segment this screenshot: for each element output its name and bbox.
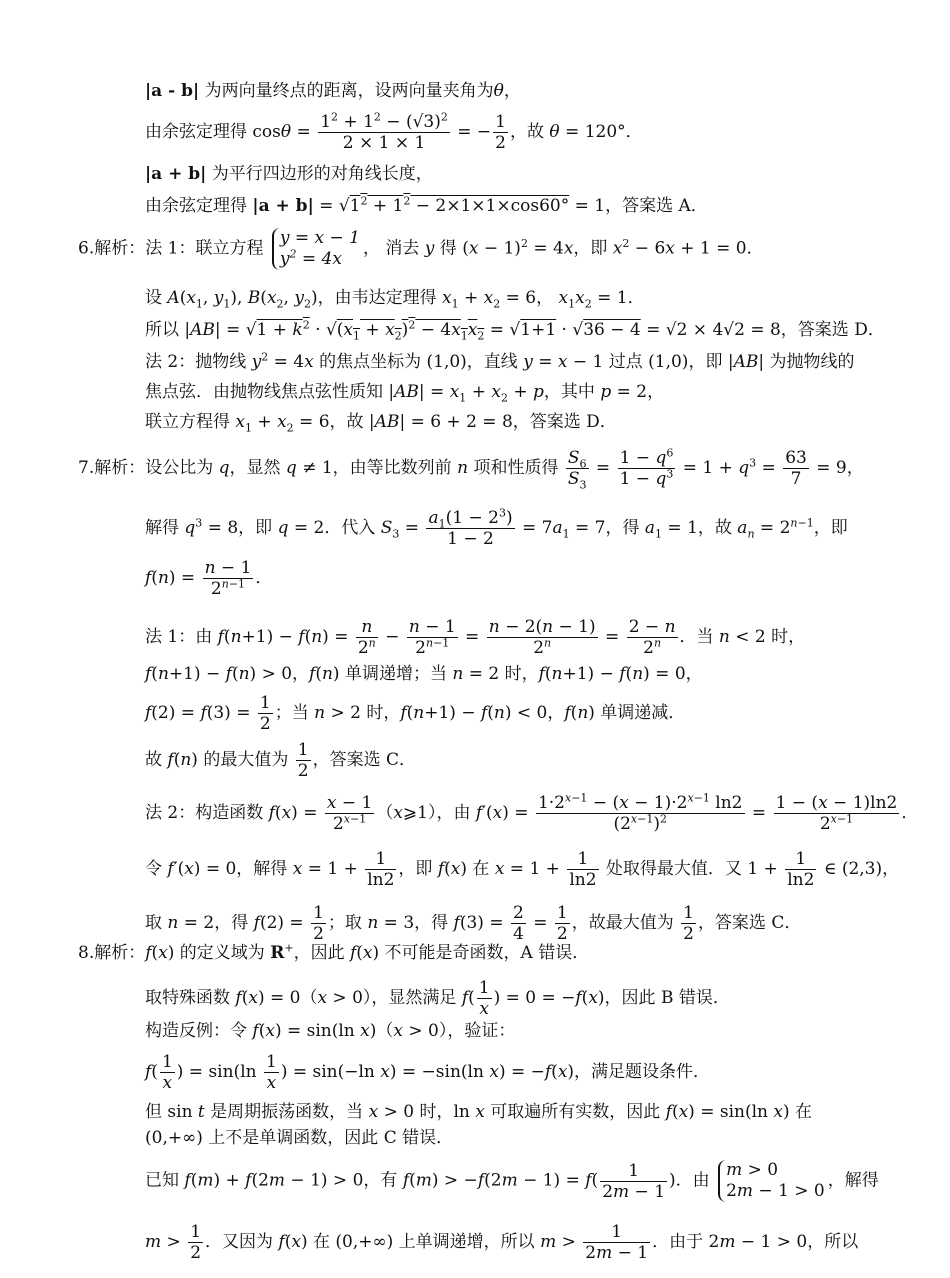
solution-line: 所以 $|AB| = √1 + k^2 \cdot √(x_1 + x_2)^2 - 4x_1x_2 = √1+1 \cdot √36 - 4 = √2 \times 4√2 = 8$，答案选 D． [145,318,885,343]
solution-line: 法 1：由 f(n+1) − f(n) = $\frac{n}{2^n}$ − $\frac{n - 1}{2^{n-1}}$ = $\frac{n - 2(n - 1)}{2^n}$ = $\frac{2 - n}{2^n}$ ．当 n < 2 时， [145,617,806,658]
solution-line: 法 2：抛物线 $y^2 = 4x$ 的焦点坐标为 (1,0)，直线 y = x − 1 过点 (1,0)，即 |AB| 为抛物线的 [145,350,855,372]
solution-line: 联立方程得 $x_1 + x_2 = 6$，故 |AB| = 6 + 2 = 8，答案选 D． [145,412,617,435]
solution-line: f( $\frac{1}{x}$ ) = sin(ln $\frac{1}{x}$ ) = sin(−ln x) = −sin(ln x) = −f(x)，满足题设条件． [145,1052,711,1093]
solution-line: f(n) = $\frac{n - 1}{2^{n-1}}$ ． [145,558,273,599]
solution-line: 8.解析：f(x) 的定义域为 R+，因此 f(x) 不可能是奇函数，A 错误． [78,941,590,963]
solution-line: 构造反例：令 f(x) = sin(ln x)（x > 0），验证： [145,1021,516,1041]
solution-line: m > $\frac{1}{2}$ ．又因为 f(x) 在 (0,+∞) 上单调递增，所以 m > $\frac{1}{2m - 1}$ ．由于 2m − 1 > 0，所以 [145,1222,859,1263]
solution-line: f(n+1) − f(n) > 0，f(n) 单调递增；当 n = 2 时，f(n+1) − f(n) = 0， [145,664,703,684]
solution-line: 由余弦定理得 cosθ = $\frac{1^2 + 1^2 - (√3)^2}{2 \times 1 \times 1}$ = − $\frac{1}{2}$ ，故 θ = 120°． [145,110,643,153]
solution-line: 取特殊函数 f(x) = 0（x > 0），显然满足 f( $\frac{1}{x}$ ) = 0 = −f(x)，因此 B 错误． [145,978,730,1019]
solution-line: 已知 f(m) + f(2m − 1) > 0，有 f(m) > −f(2m − 1) = f( $\frac{1}{2m - 1}$ )．由 m > 0 2m − 1 > 0 ，解得 [145,1160,879,1202]
solution-line: 法 2：构造函数 f(x) = $\frac{x - 1}{2^{x-1}}$ （x⩾1），由 f′(x) = $\frac{1\cdot 2^{x-1} - (x - 1)\cdot 2^{x-1} \ln 2}{(2^{x-1})^2}$ = $\frac{1 - (x - 1)\ln 2}{2^{x-1}}$ ． [145,791,919,834]
solution-line: |a + b| 为平行四边形的对角线长度， [145,164,433,184]
solution-line: |a - b| 为两向量终点的距离，设两向量夹角为θ， [145,81,521,101]
solution-line: 设 $A(x_1$, $y_1$), $B(x_2$, $y_2$)，由韦达定理得 $x_1 + x_2 = 6$， $x_1x_2 = 1$． [145,288,645,311]
solution-line: 但 sin t 是周期振荡函数，当 x > 0 时，ln x 可取遍所有实数，因此 f(x) = sin(ln x) 在 [145,1102,813,1122]
solution-line: 7.解析：设公比为 q，显然 q ≠ 1，由等比数列前 n 项和性质得 $\frac{S_6}{S_3}$ = $\frac{1 - q^6}{1 - q^3}$ = $1 + q^3$ = $\frac{63}{7}$ = 9， [78,446,864,492]
solution-line: 焦点弦．由抛物线焦点弦性质知 $|AB| = x_1 + x_2 + p$，其中 p = 2， [145,382,665,405]
solution-line: 令 f′(x) = 0，解得 x = 1 + $\frac{1}{\ln 2}$ ，即 f(x) 在 x = 1 + $\frac{1}{\ln 2}$ 处取得最大值．又 1 + $\frac{1}{\ln 2}$ ∈ (2,3)， [145,849,900,890]
solution-line: 故 f(n) 的最大值为 $\frac{1}{2}$ ，答案选 C． [145,740,416,781]
solution-line: 6.解析：法 1：联立方程 y = x − 1 $y^2 = 4x$ ， 消去 y 得 $(x - 1)^2 = 4x$，即 $x^2 - 6x + 1 = 0$． [78,228,764,269]
solution-line: f(2) = f(3) = $\frac{1}{2}$ ；当 n > 2 时，f(n+1) − f(n) < 0，f(n) 单调递减． [145,693,686,734]
solution-line: 取 n = 2，得 f(2) = $\frac{1}{2}$ ；取 n = 3，得 f(3) = $\frac{2}{4}$ = $\frac{1}{2}$ ，故最大值为 $\frac{1}{2}$ ，答案选 C． [145,903,802,944]
solution-line: 解得 $q^3 = 8$，即 q = 2．代入 $S_3$ = $\frac{a_1(1 - 2^3)}{1 - 2}$ = $7a_1 = 7$，得 $a_1 = 1$，故 $a_n = 2^{n-1}$，即 [145,506,848,549]
solution-line: 由余弦定理得 $|a + b| = √1^2 + 1^2 - 2\times 1\times 1\times\cos 60^\circ = 1$，答案选 A． [145,194,708,216]
solution-line: (0,+∞) 上不是单调函数，因此 C 错误． [145,1128,454,1148]
